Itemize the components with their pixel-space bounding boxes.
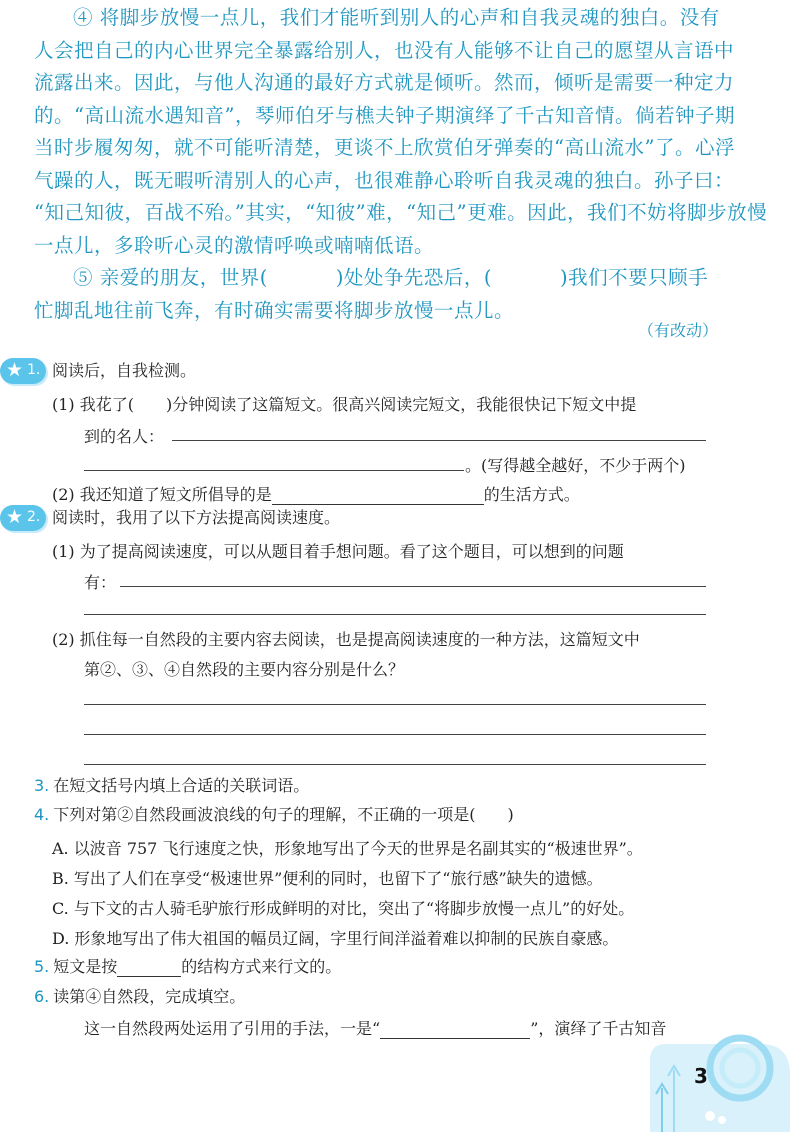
q4-option-d[interactable] bbox=[52, 926, 618, 949]
q2-s2-text: (2) 抓住每一自然段的主要内容去阅读，也是提高阅读速度的一种方法，这篇短文中 bbox=[52, 630, 640, 649]
source-note: （有改动） bbox=[637, 321, 718, 340]
answer-blank[interactable] bbox=[380, 1022, 530, 1039]
page-number: 3 bbox=[694, 1064, 708, 1088]
q6-line bbox=[84, 1016, 666, 1039]
paragraph-4 bbox=[34, 2, 724, 35]
passage bbox=[34, 0, 768, 327]
q2-number: 2. bbox=[27, 509, 41, 525]
q4-option-text: C. 与下文的古人骑毛驴旅行形成鲜明的对比，突出了“将脚步放慢一点儿”的好处。 bbox=[52, 899, 635, 918]
paragraph-5-cont bbox=[34, 295, 724, 328]
paragraph-5 bbox=[34, 262, 724, 295]
q2-s2-text: 第②、③、④自然段的主要内容分别是什么？ bbox=[84, 660, 405, 679]
answer-line[interactable] bbox=[120, 586, 706, 587]
q2-s1-text: 有： bbox=[84, 573, 117, 592]
para4-line: 的。“高山流水遇知音”，琴师伯牙与樵夫钟子期演绎了千古知音情。倘若钟子期 bbox=[34, 103, 735, 127]
answer-line[interactable] bbox=[172, 440, 706, 441]
star-icon: ★ bbox=[6, 359, 24, 381]
q1-title-text: 阅读后，自我检测。 bbox=[52, 361, 197, 380]
q1-sub1-line2 bbox=[84, 424, 164, 447]
q4-option-text: B. 写出了人们在享受“极速世界”便利的同时，也留下了“旅行感”缺失的遗憾。 bbox=[52, 869, 603, 888]
q6-line-text: ”，演绎了千古知音 bbox=[530, 1019, 667, 1038]
q4-text: ) bbox=[507, 805, 514, 824]
q2-sub1-line2 bbox=[84, 570, 116, 593]
q1-sub1-line3 bbox=[465, 453, 686, 476]
q3 bbox=[34, 776, 309, 796]
q6 bbox=[34, 987, 245, 1007]
q5-text: 短文是按 bbox=[53, 957, 118, 976]
para4-line: 气躁的人，既无暇听清别人的心声，也很难静心聆听自我灵魂的独白。孙子曰： bbox=[34, 168, 735, 192]
q5-number: 5. bbox=[34, 957, 50, 976]
q3-text: 在短文括号内填上合适的关联词语。 bbox=[53, 776, 310, 795]
q5 bbox=[34, 957, 341, 977]
para4-line: 流露出来。因此，与他人沟通的最好方式就是倾听。然而，倾听是需要一种定力 bbox=[34, 71, 735, 94]
q6-text: 读第④自然段，完成填空。 bbox=[53, 987, 246, 1006]
q1-s1-text: (1) 我花了( bbox=[52, 395, 134, 414]
q6-line-text: 这一自然段两处运用了引用的手法，一是“ bbox=[84, 1019, 381, 1038]
q1-sub1 bbox=[52, 392, 636, 415]
para4-line: “知己知彼，百战不殆。”其实，“知彼”难，“知己”更难。因此，我们不妨将脚步放慢 bbox=[34, 201, 768, 224]
q4-option-text: D. 形象地写出了伟大祖国的幅员辽阔，字里行间洋溢着难以抑制的民族自豪感。 bbox=[52, 929, 619, 948]
q2-star-badge bbox=[0, 505, 46, 531]
para4-line: ④ 将脚步放慢一点儿，我们才能听到别人的心声和自我灵魂的独白。没有 bbox=[73, 6, 720, 29]
q1-s1-text: )分钟阅读了这篇短文。很高兴阅读完短文，我能很快记下短文中提 bbox=[166, 395, 637, 414]
q4-option-text: A. 以波音 757 飞行速度之快，形象地写出了今天的世界是名副其实的“极速世界”。 bbox=[52, 839, 643, 858]
answer-line[interactable] bbox=[84, 764, 706, 765]
q1-star-badge bbox=[0, 358, 46, 384]
answer-line[interactable] bbox=[84, 614, 706, 615]
star-icon: ★ bbox=[6, 506, 24, 528]
answer-line[interactable] bbox=[84, 734, 706, 735]
answer-line[interactable] bbox=[84, 704, 706, 705]
para4-line: 当时步履匆匆，就不可能听清楚，更谈不上欣赏伯牙弹奏的“高山流水”了。心浮 bbox=[34, 136, 735, 159]
q1-number: 1. bbox=[27, 362, 41, 378]
q1-s2-text: (2) 我还知道了短文所倡导的是 bbox=[52, 485, 272, 504]
para5-text: )我们不要只顾手 bbox=[560, 266, 709, 289]
q1-sub2 bbox=[52, 482, 580, 505]
q2-sub2-line2 bbox=[84, 657, 404, 680]
q2-title-text: 阅读时，我用了以下方法提高阅读速度。 bbox=[52, 508, 341, 527]
q2-sub2 bbox=[52, 627, 640, 650]
para4-line: 人会把自己的内心世界完全暴露给别人，也没有人能够不让自己的愿望从言语中 bbox=[34, 38, 735, 62]
q2-sub1 bbox=[52, 539, 624, 562]
corner-art-icon bbox=[640, 1030, 790, 1132]
para5-text: ⑤ 亲爱的朋友，世界( bbox=[73, 266, 268, 289]
answer-blank[interactable] bbox=[272, 488, 484, 505]
q4-number: 4. bbox=[34, 805, 50, 824]
q5-text: 的结构方式来行文的。 bbox=[181, 957, 342, 976]
q1-s1-text: 。(写得越全越好，不少于两个) bbox=[465, 456, 686, 475]
para5-line: 忙脚乱地往前飞奔，有时确实需要将脚步放慢一点儿。 bbox=[34, 298, 515, 322]
paragraph-4-cont bbox=[34, 35, 768, 263]
para4-line: 一点儿，多聆听心灵的激情呼唤或喃喃低语。 bbox=[34, 233, 435, 257]
q1-title bbox=[52, 361, 196, 381]
q2-title bbox=[52, 508, 340, 528]
para5-text: )处处争先恐后，( bbox=[335, 266, 493, 289]
q6-number: 6. bbox=[34, 987, 50, 1006]
q2-s1-text: (1) 为了提高阅读速度，可以从题目着手想问题。看了这个题目，可以想到的问题 bbox=[52, 542, 624, 561]
page-corner-decoration bbox=[640, 1030, 790, 1132]
q4-option-b[interactable] bbox=[52, 866, 603, 889]
q1-s1-text: 到的名人： bbox=[84, 427, 165, 446]
q4-text: 下列对第②自然段画波浪线的句子的理解，不正确的一项是( bbox=[53, 805, 476, 824]
q4 bbox=[34, 805, 514, 825]
q4-option-c[interactable] bbox=[52, 896, 634, 919]
answer-blank[interactable] bbox=[117, 960, 181, 977]
q1-s2-text: 的生活方式。 bbox=[483, 485, 580, 504]
q4-option-a[interactable] bbox=[52, 836, 643, 859]
q3-number: 3. bbox=[34, 776, 50, 795]
answer-line[interactable] bbox=[84, 470, 464, 471]
